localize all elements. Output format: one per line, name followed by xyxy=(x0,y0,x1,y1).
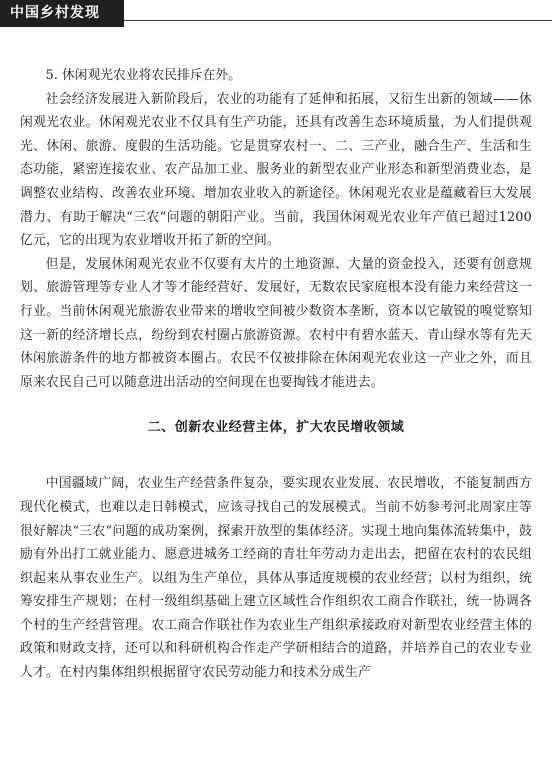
header-band xyxy=(0,0,124,27)
paragraph: 但是，发展休闲观光农业不仅要有大片的土地资源、大量的资金投入，还要有创意规划、旅游管理等专业人才等才能经营好、发展好，无数农民家庭根本没有能力来经营这一行业。当前休闲观光旅游农业带来的增收空间被少数资本垄断，资本以它敏锐的嗅觉察知这一新的经济增长点，纷纷到农村圈占旅游资源。农村中有碧水蓝天、青山绿水等有先天休闲旅游条件的地方都被资本圈占。农民不仅被排除在休闲观光农业这一产业之外，而且原来农民自己可以随意进出活动的空间现在也要掏钱才能进去。 xyxy=(20,256,532,390)
paragraph: 中国疆域广阔，农业生产经营条件复杂，要实现农业发展、农民增收，不能复制西方现代化模式，也难以走日韩模式，应该寻找自己的发展模式。当前不妨参考河北周家庄等很好解决“三农”问题的成功案例，探索开放型的集体经济。实现土地向集体流转集中，鼓励有外出打工就业能力、愿意进城务工经商的青壮年劳动力走出去，把留在农村的农民组织起来从事农业生产。以组为生产单位，具体从事适度规模的农业经营；以村为组织，统筹安排生产规划；在村一级组织基础上建立区域性合作组织农工商合作联社，统一协调各个村的生产经营管理。农工商合作联社作为农业生产组织承接政府对新型农业经营主体的政策和财政支持，还可以和科研机构合作走产学研相结合的道路，并培养自己的农业专业人才。在村内集体组织根据留守农民劳动能力和技术分成生产 xyxy=(20,476,532,681)
header-rule xyxy=(124,20,552,21)
section-title: 二、创新农业经营主体，扩大农民增收领域 xyxy=(147,420,405,436)
paragraph: 社会经济发展进入新阶段后，农业的功能有了延伸和拓展，又衍生出新的领域——休闲观光农业。休闲观光农业不仅具有生产功能，还具有改善生态环境质量，为人们提供观光、休闲、旅游、度假的生活功能。它是贯穿农村一、二、三产业，融合生产、生活和生态功能，紧密连接农业、农产品加工业、服务业的新型农业产业形态和新型消费业态，是调整农业结构、改善农业环境、增加农业收入的新途径。休闲观光农业是蕴藏着巨大发展潜力、有助于解决“三农”问题的朝阳产业。当前，我国休闲观光农业年产值已超过1200亿元，它的出现为农业增收开拓了新的空间。 xyxy=(20,91,532,249)
article-body xyxy=(20,64,532,685)
header-title: 中国乡村发现 xyxy=(10,5,100,21)
subheading: 5. 休闲观光农业将农民排斥在外。 xyxy=(45,68,242,83)
